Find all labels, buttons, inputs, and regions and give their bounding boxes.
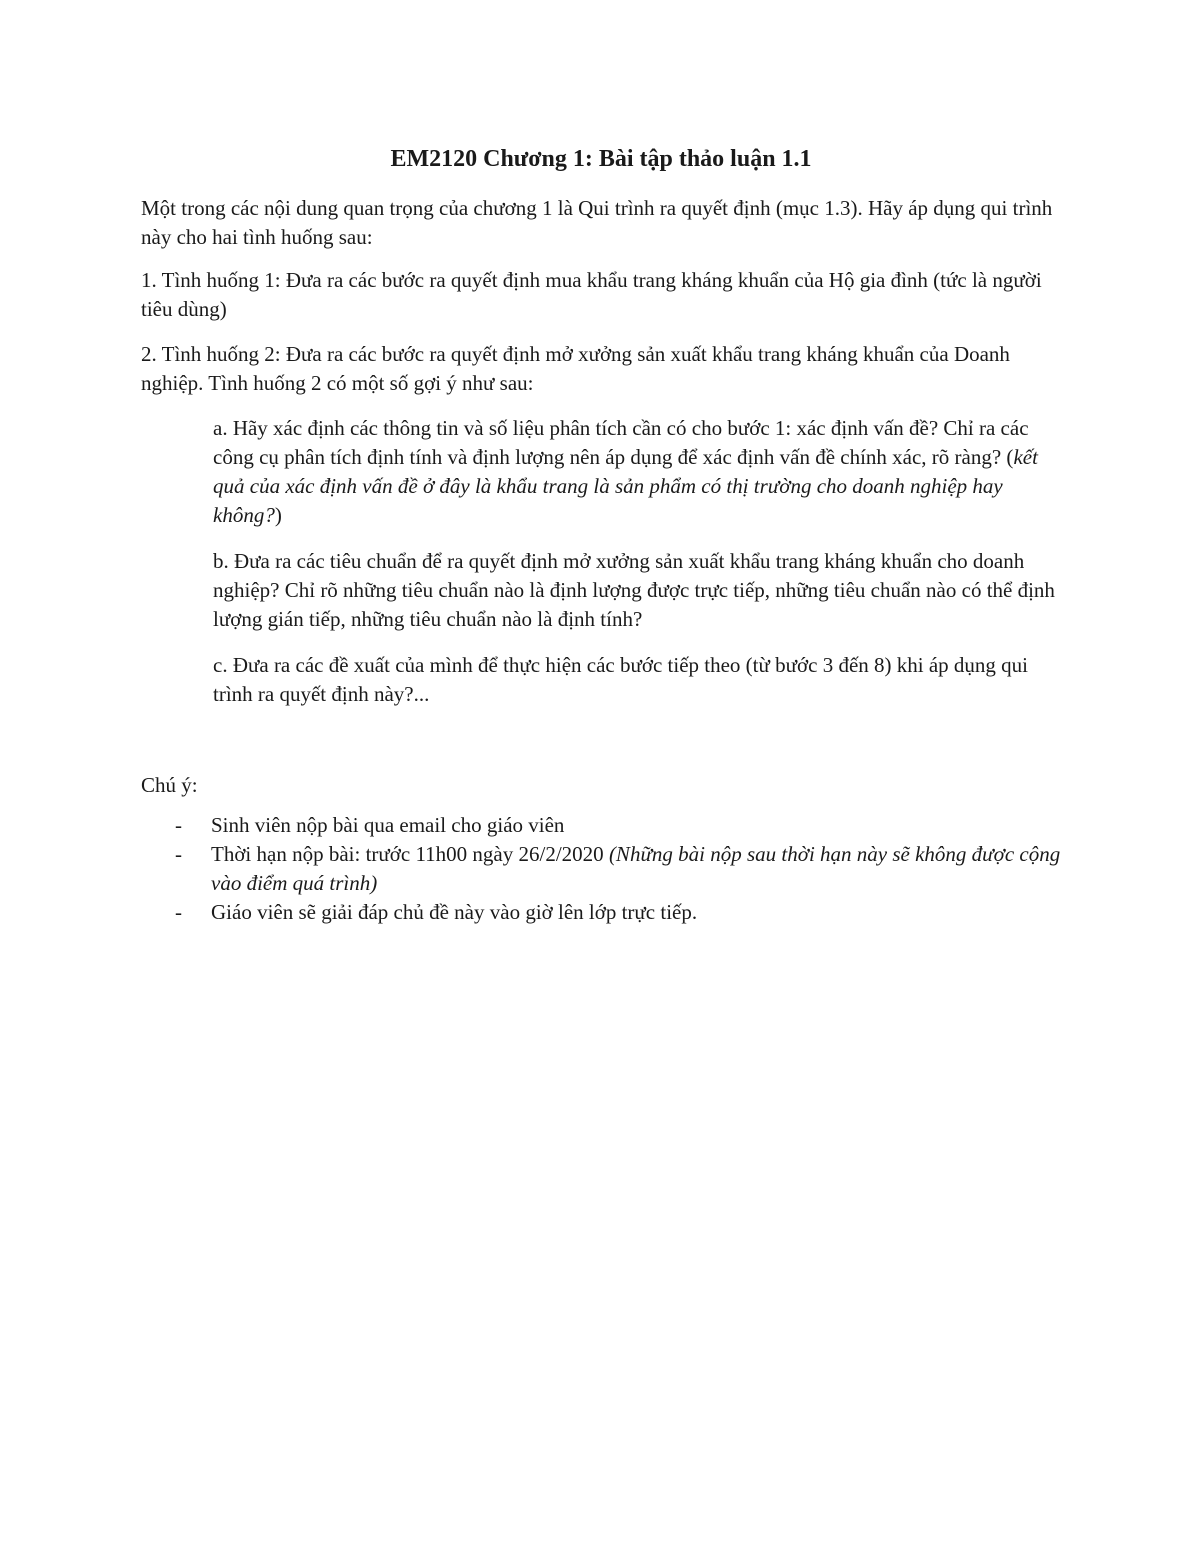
bullet-dash: - <box>175 813 182 837</box>
note-item <box>141 840 1061 898</box>
suggestion-a-italic: kết quả của xác định vấn đề ở đây là khẩu trang là sản phẩm có thị trường cho doanh nghiệp hay không? <box>213 445 1038 527</box>
suggestion-c: c. Đưa ra các đề xuất của mình để thực hiện các bước tiếp theo (từ bước 3 đến 8) khi áp dụng qui trình ra quyết định này?... <box>213 653 1029 706</box>
note-2-text: Thời hạn nộp bài: trước 11h00 ngày 26/2/2020 <box>211 842 609 866</box>
intro-paragraph: Một trong các nội dung quan trọng của chương 1 là Qui trình ra quyết định (mục 1.3). Hãy áp dụng qui trình này cho hai tình huống sau: <box>141 196 1053 249</box>
note-3-text: Giáo viên sẽ giải đáp chủ đề này vào giờ lên lớp trực tiếp. <box>211 900 698 924</box>
note-label: Chú ý: <box>141 773 198 797</box>
notes-list <box>141 811 1061 927</box>
bullet-dash: - <box>175 842 182 866</box>
note-item <box>141 811 1061 840</box>
suggestion-a-text: a. Hãy xác định các thông tin và số liệu phân tích cần có cho bước 1: xác định vấn đề? Chỉ ra các công cụ phân tích định tính và định lượng nên áp dụng để xác định vấn đề chính xác, rõ ràng? ( <box>213 416 1029 469</box>
suggestion-a <box>213 414 1061 530</box>
note-item <box>141 898 1061 927</box>
bullet-dash: - <box>175 900 182 924</box>
suggestion-a-close: ) <box>274 503 282 527</box>
case-1-paragraph: 1. Tình huống 1: Đưa ra các bước ra quyết định mua khẩu trang kháng khuẩn của Hộ gia đình (tức là người tiêu dùng) <box>141 268 1042 321</box>
case-2-paragraph: 2. Tình huống 2: Đưa ra các bước ra quyết định mở xưởng sản xuất khẩu trang kháng khuẩn của Doanh nghiệp. Tình huống 2 có một số gợi ý như sau: <box>141 342 1010 395</box>
suggestion-b: b. Đưa ra các tiêu chuẩn để ra quyết định mở xưởng sản xuất khẩu trang kháng khuẩn cho doanh nghiệp? Chỉ rõ những tiêu chuẩn nào là định lượng được trực tiếp, những tiêu chuẩn nào có thể định lượng gián tiếp, những tiêu chuẩn nào là định tính? <box>213 549 1055 631</box>
note-2-italic: (Những bài nộp sau thời hạn này sẽ không được cộng vào điểm quá trình) <box>211 842 1061 895</box>
document-title: EM2120 Chương 1: Bài tập thảo luận 1.1 <box>390 146 812 172</box>
note-1-text: Sinh viên nộp bài qua email cho giáo viên <box>211 813 565 837</box>
